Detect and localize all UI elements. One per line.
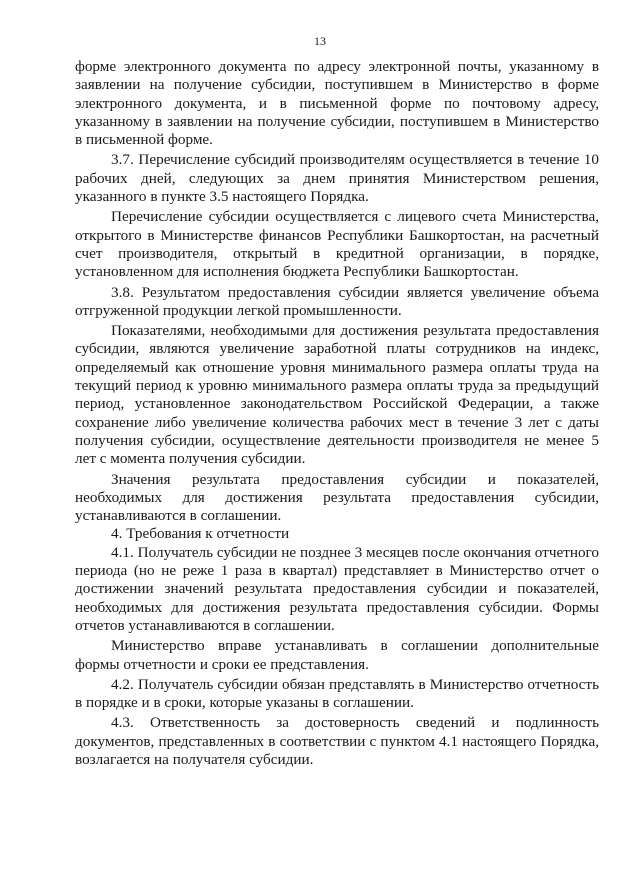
paragraph-continuation: форме электронного документа по адресу электронной почты, указанному в заявлении на получение субсидии, поступившем в Министерство в форме электронного документа, и в письменной форме по почтовому адресу, указанному в заявлении на получение субсидии, поступившем в Министерство в письменной форме. — [75, 58, 599, 149]
paragraph-3-7: 3.7. Перечисление субсидий производителям осуществляется в течение 10 рабочих дней, следующих за днем принятия Министерством решения, указанного в пункте 3.5 настоящего Порядка. — [75, 151, 599, 206]
paragraph-transfer-account: Перечисление субсидии осуществляется с лицевого счета Министерства, открытого в Министерстве финансов Республики Башкортостан, на расчетный счет производителя, открытый в кредитной организации, в порядке, установленном для исполнения бюджета Республики Башкортостан. — [75, 208, 599, 281]
paragraph-indicators: Показателями, необходимыми для достижения результата предоставления субсидии, являются увеличение заработной платы сотрудников на индекс, определяемый как отношение уровня минимального размера оплаты труда на текущий период к уровню минимального размера оплаты труда за предыдущий период, установленное законодательством Российской Федерации, а также сохранение либо увеличение количества рабочих мест в течение 3 лет с даты получения субсидии, осуществление деятельности производителя не менее 5 лет с момента получения субсидии. — [75, 322, 599, 468]
section-heading: 4. Требования к отчетности — [111, 525, 290, 543]
paragraph-4-2: 4.2. Получатель субсидии обязан представлять в Министерство отчетность в порядке и в сроки, которые указаны в соглашении. — [75, 675, 599, 712]
page-number: 13 — [314, 34, 326, 48]
paragraph-values-agreement: Значения результата предоставления субсидии и показателей, необходимых для достижения результата предоставления субсидии, устанавливаются в соглашении. — [75, 470, 599, 525]
document-body — [75, 58, 599, 769]
paragraph-additional-forms: Министерство вправе устанавливать в соглашении дополнительные формы отчетности и сроки ее представления. — [75, 637, 599, 673]
paragraph-4-1: 4.1. Получатель субсидии не позднее 3 месяцев после окончания отчетного периода (но не реже 1 раза в квартал) представляет в Министерство отчет о достижении значений результата предоставления субсидии и показателей, необходимых для достижения результата предоставления субсидии. Формы отчетов устанавливаются в соглашении. — [75, 543, 599, 634]
paragraph-3-8: 3.8. Результатом предоставления субсидии является увеличение объема отгруженной продукции легкой промышленности. — [75, 283, 599, 319]
paragraph-4-3: 4.3. Ответственность за достоверность сведений и подлинность документов, представленных в соответствии с пунктом 4.1 настоящего Порядка, возлагается на получателя субсидии. — [75, 714, 599, 768]
